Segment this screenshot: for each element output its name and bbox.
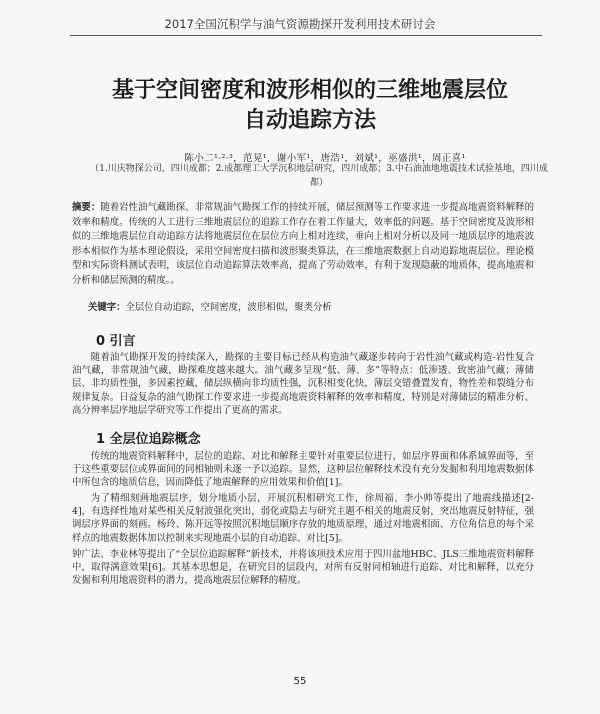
keywords-label: 关键字： — [88, 302, 126, 313]
abstract-label: 摘要： — [72, 202, 101, 213]
keywords-text: 全层位自动追踪，空间密度，波形相似，聚类分析 — [125, 302, 332, 313]
section1-paragraph-1: 传统的地震资料解释中，层位的追踪、对比和解释主要针对重要层位进行，如层序界面和体系域界面等，至于这些重要层位或界面间的同相轴则未逐一予以追踪。显然，这种层位解释技术没有充分发掘和利用地震数据体中所包含的地质信息，因而降低了地震解释的应用效果和价值[1]。 — [72, 451, 534, 489]
abstract-text: 随着岩性油气藏勘探、非常规油气勘探工作的持续开展，储层预测等工作要求进一步提高地震资料解释的效率和精度。传统的人工进行三维地震层位的追踪工作存在着工作量大，效率低的问题。基于空间密度及波形相似的三维地震层位自动追踪方法将地震层位在层位方向上相对连续，垂向上相对分析以及同一地质层序的地震波形本相似作为基本理论假设，采用空间密度扫描和波形聚类算法，在三维地震数据上自动追踪地震层位。理论模型和实际资料测试表明，该层位自动追踪算法效率高，提高了劳动效率，有利于发现隐蔽的地质体，提高地震和分析和储层预测的精度。。 — [72, 202, 534, 286]
author-list: 陈小二¹·²·³，范晃¹，谢小军¹，唐浩¹，刘斌¹，巫盛洪¹，周正喜¹ — [184, 153, 466, 164]
introduction-paragraph: 随着油气勘探开发的持续深入，勘探的主要目标已经从构造油气藏逐步转向于岩性油气藏或构造-岩性复合油气藏，非常规油气藏，勘探难度越来越大。油气藏多呈现“低、薄、多”等特点：低渗透、致密油气藏；薄储层、非均质性强，多因素控藏，储层纵横向非均质性强，沉积相变化快，薄层交错叠置发育，物性差和裂缝分布规律复杂。日益复杂的油气勘探工作要求进一步提高地震资料解释的效率和精度，特别是对薄储层的精准分析、高分辨率层序地层学研究等工作提出了更高的需求。 — [72, 352, 534, 416]
affiliations: （1.川庆物探公司，四川成都；2.成都理工大学沉积地层研究，四川成都；3.中石油油地地震技术试验基地，四川成都） — [90, 164, 548, 188]
header-rule — [70, 35, 542, 36]
abstract — [72, 201, 534, 289]
running-head: 2017全国沉积学与油气资源勘探开发利用技术研讨会 — [164, 17, 436, 31]
section1-paragraph-2: 为了精细刻画地震层序，划分地质小层，开展沉积相研究工作，徐周福、李小帅等提出了地震线描述[2-4]，有选择性地对某些相关反射波强化突出，弱化或隐去与研究主题不相关的地震反射，突出地震反射特征，强调层序界面的刻画。杨玲、陈开远等按照沉积地层顺序存放的地质原理，通过对地震相面、方位角信息的每个采样点的地震数据体加以控制来实现地震小层的自动追踪、对比[5]。 — [72, 493, 534, 544]
title-line-1: 基于空间密度和波形相似的三维地震层位 — [111, 78, 508, 103]
keywords — [88, 301, 534, 315]
paper-title — [60, 76, 560, 136]
section-heading-full-horizon: 1 全层位追踪概念 — [96, 432, 201, 447]
title-line-2: 自动追踪方法 — [243, 108, 376, 133]
section1-paragraph-3: 钟广法、李业林等提出了“全层位追踪解释”新技术，并将该项技术应用于四川盆地HBC、JLS三维地震资料解释中，取得满意效果[6]。其基本思想是，在研究目的层段内，对所有反射同相轴进行追踪、对比和解释，以充分发掘和利用地震资料的潜力，提高地震层位解释的精度。 — [72, 549, 534, 587]
section-heading-introduction: 0 引言 — [96, 334, 136, 349]
page-number: 55 — [293, 676, 307, 687]
